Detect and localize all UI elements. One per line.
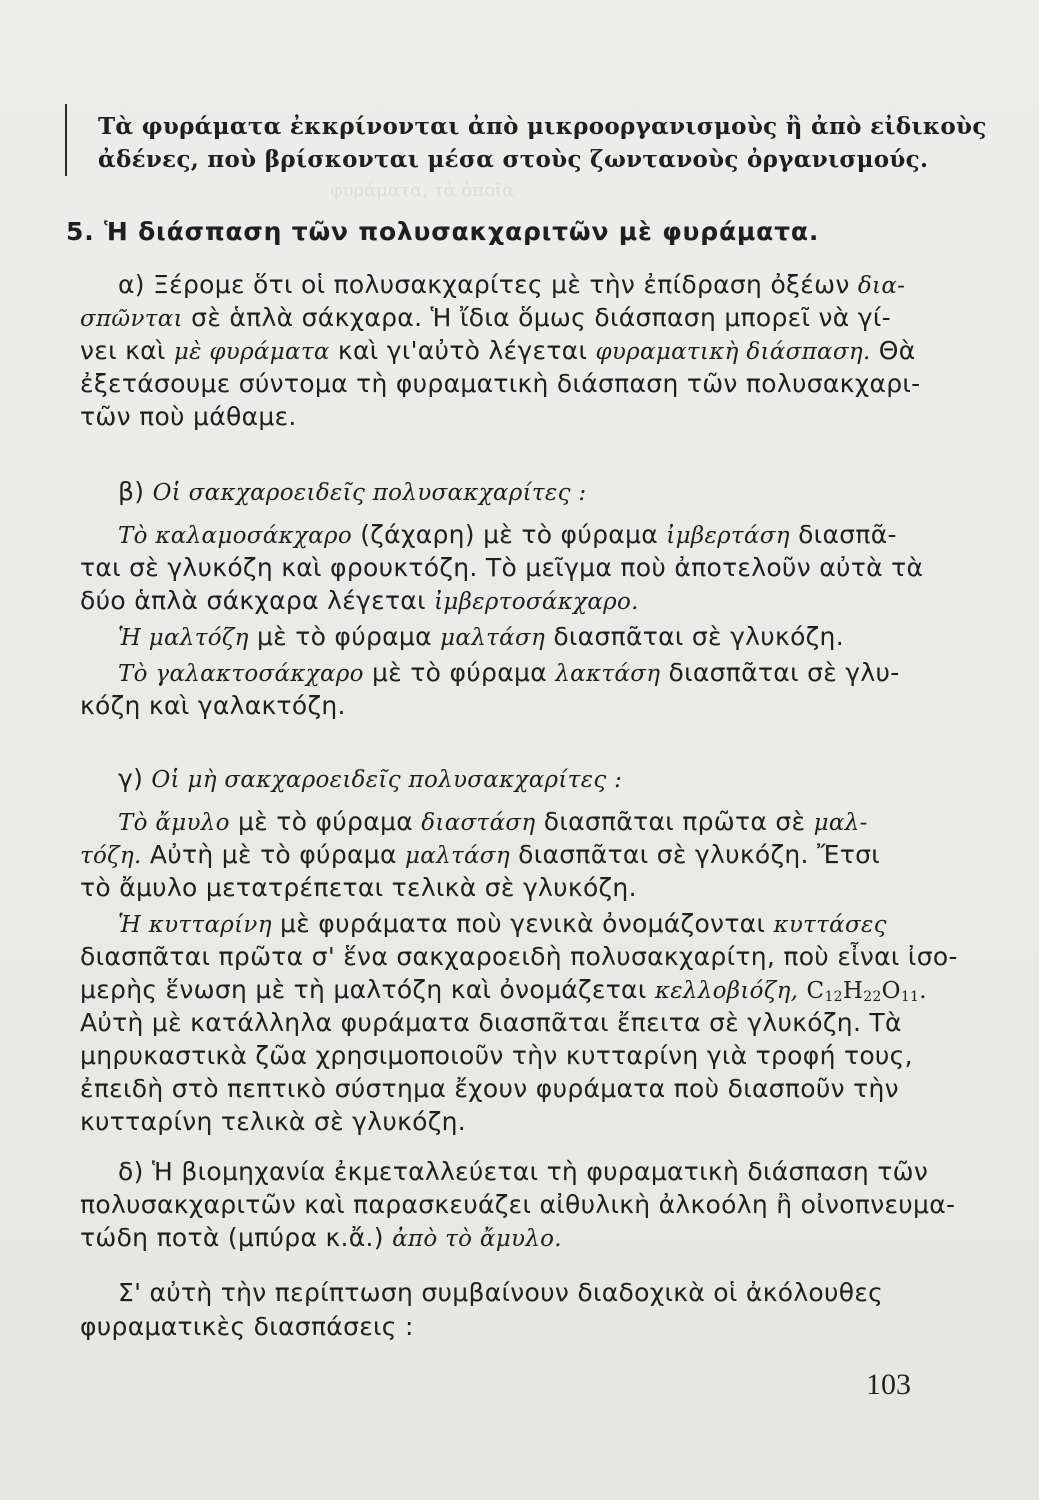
body-line: Ἡ κυτταρίνη μὲ φυράματα ποὺ γενικὰ ὀνομάζονται κυττάσες <box>118 909 887 938</box>
body-line: κόζη καὶ γαλακτόζη. <box>80 691 346 720</box>
body-line: διασπᾶται πρῶτα σ' ἕνα σακχαροειδὴ πολυσακχαρίτη, ποὺ εἶναι ἰσο- <box>80 942 958 971</box>
body-line: ἐξετάσουμε σύντομα τὴ φυραματικὴ διάσπαση τῶν πολυσακχαρι- <box>80 369 921 398</box>
body-line: Τὸ καλαμοσάκχαρο (ζάχαρη) μὲ τὸ φύραμα ἰμβερτάση διασπᾶ- <box>118 520 897 549</box>
body-line: σπῶνται σὲ ἁπλὰ σάκχαρα. Ἡ ἴδια ὅμως διάσπαση μπορεῖ νὰ γί- <box>80 303 891 332</box>
body-line: τώδη ποτὰ (μπύρα κ.ἄ.) ἀπὸ τὸ ἄμυλο. <box>80 1223 562 1252</box>
body-line: β) Οἱ σακχαροειδεῖς πολυσακχαρίτες : <box>118 477 587 506</box>
margin-rule <box>65 104 67 176</box>
body-line: Ἡ μαλτόζη μὲ τὸ φύραμα μαλτάση διασπᾶται σὲ γλυκόζη. <box>118 622 844 651</box>
body-line: γ) Οἱ μὴ σακχαροειδεῖς πολυσακχαρίτες : <box>118 764 623 793</box>
boxed-line-1: Τὰ φυράματα ἐκκρίνονται ἀπὸ μικροοργανισμοὺς ἢ ἀπὸ εἰδικοὺς <box>98 113 987 140</box>
body-line: ται σὲ γλυκόζη καὶ φρουκτόζη. Τὸ μεῖγμα ποὺ ἀποτελοῦν αὐτὰ τὰ <box>80 553 924 582</box>
body-line: Τὸ ἄμυλο μὲ τὸ φύραμα διαστάση διασπᾶται πρῶτα σὲ μαλ- <box>118 807 868 836</box>
body-line: δύο ἁπλὰ σάκχαρα λέγεται ἰμβερτοσάκχαρο. <box>80 586 639 615</box>
body-line: δ) Ἡ βιομηχανία ἐκμεταλλεύεται τὴ φυραματικὴ διάσπαση τῶν <box>118 1157 929 1186</box>
body-line: α) Ξέρομε ὅτι οἱ πολυσακχαρίτες μὲ τὴν ἐπίδραση ὀξέων δια- <box>118 270 906 299</box>
body-line: τόζη. Αὐτὴ μὲ τὸ φύραμα μαλτάση διασπᾶται σὲ γλυκόζη. Ἔτσι <box>80 840 881 869</box>
body-line: ἐπειδὴ στὸ πεπτικὸ σύστημα ἔχουν φυράματα ποὺ διασποῦν τὴν <box>80 1074 899 1103</box>
body-line: Αὐτὴ μὲ κατάλληλα φυράματα διασπᾶται ἔπειτα σὲ γλυκόζη. Τὰ <box>80 1008 902 1037</box>
body-line: κυτταρίνη τελικὰ σὲ γλυκόζη. <box>80 1107 467 1136</box>
body-line: μηρυκαστικὰ ζῶα χρησιμοποιοῦν τὴν κυτταρίνη γιὰ τροφή τους, <box>80 1041 913 1070</box>
body-line: Τὸ γαλακτοσάκχαρο μὲ τὸ φύραμα λακτάση διασπᾶται σὲ γλυ- <box>118 658 900 687</box>
body-line: πολυσακχαριτῶν καὶ παρασκευάζει αἰθυλικὴ ἀλκοόλη ἢ οἰνοπνευμα- <box>80 1190 956 1219</box>
body-line: μερὴς ἕνωση μὲ τὴ μαλτόζη καὶ ὀνομάζεται κελλοβιόζη, $C_{12}H_{22}O_{11}$. <box>80 975 927 1005</box>
body-line: φυραματικὲς διασπάσεις : <box>80 1312 414 1341</box>
body-line: τῶν ποὺ μάθαμε. <box>80 402 297 431</box>
section-heading: 5. Ἡ διάσπαση τῶν πολυσακχαριτῶν μὲ φυράματα. <box>66 217 820 246</box>
body-line: τὸ ἄμυλο μετατρέπεται τελικὰ σὲ γλυκόζη. <box>80 873 637 902</box>
boxed-line-2: ἀδένες, ποὺ βρίσκονται μέσα στοὺς ζωντανοὺς ὀργανισμούς. <box>98 146 929 173</box>
body-line: Σ' αὐτὴ τὴν περίπτωση συμβαίνουν διαδοχικὰ οἱ ἀκόλουθες <box>118 1278 884 1307</box>
body-line: νει καὶ μὲ φυράματα καὶ γι'αὐτὸ λέγεται φυραματικὴ διάσπαση. Θὰ <box>80 336 916 365</box>
page-number: 103 <box>866 1368 911 1401</box>
bleed-through: φυράματα, τὰ ὁποῖα <box>330 180 515 201</box>
